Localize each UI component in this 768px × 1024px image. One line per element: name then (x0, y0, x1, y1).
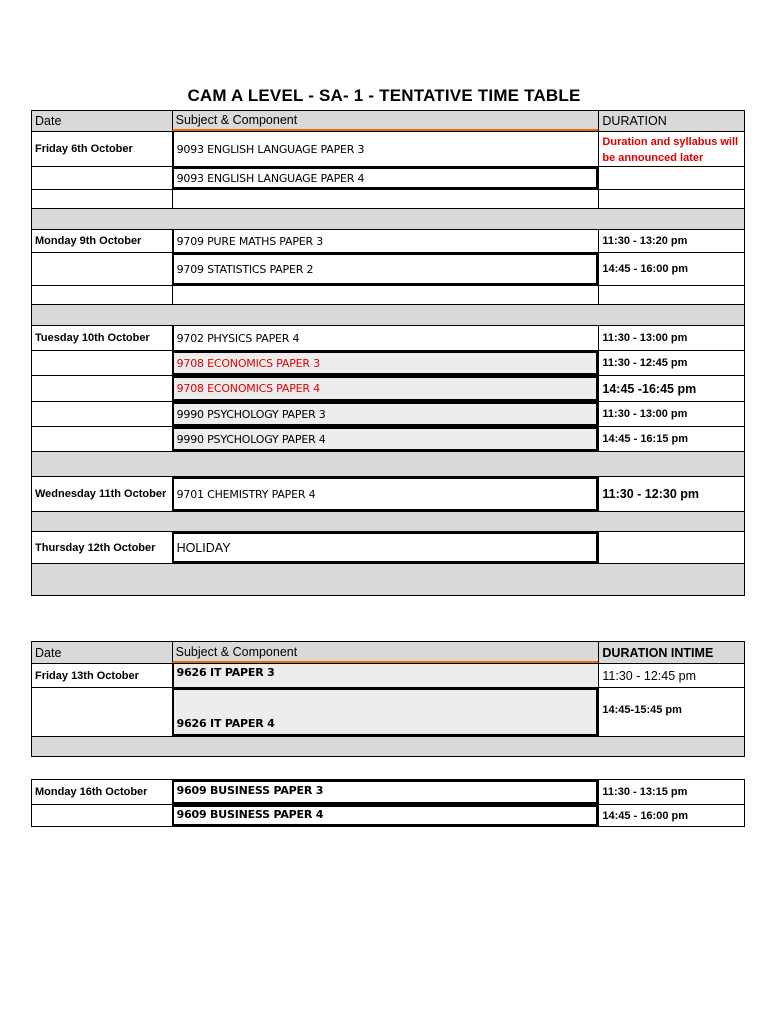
exam-duration: Duration and syllabus will be announced later (598, 132, 744, 166)
exam-date (32, 167, 172, 189)
exam-subject: 9626 IT PAPER 4 (172, 688, 599, 736)
exam-subject: 9701 CHEMISTRY PAPER 4 (172, 477, 599, 511)
table-header (31, 110, 745, 131)
exam-subject: 9990 PSYCHOLOGY PAPER 3 (172, 402, 599, 426)
table-header (31, 641, 745, 663)
table-row (31, 426, 745, 451)
empty-cell (598, 190, 744, 208)
table-row (31, 325, 745, 350)
table-row (31, 663, 745, 687)
exam-date: Friday 13th October (35, 669, 139, 682)
exam-duration: 14:45 - 16:15 pm (598, 427, 744, 451)
exam-date (32, 402, 172, 426)
exam-duration: 11:30 - 12:45 pm (598, 351, 744, 375)
empty-cell (32, 286, 172, 304)
table-row (31, 189, 745, 208)
day-separator (31, 736, 745, 757)
exam-date: Monday 16th October (35, 786, 148, 798)
exam-duration: 11:30 - 13:15 pm (598, 780, 744, 804)
exam-duration: 14:45 - 16:00 pm (598, 805, 744, 826)
day-separator (31, 451, 745, 476)
day-separator (31, 304, 745, 325)
exam-subject: 9093 ENGLISH LANGUAGE PAPER 4 (172, 167, 599, 189)
exam-duration: 14:45 -16:45 pm (598, 376, 744, 401)
exam-subject: HOLIDAY (172, 532, 599, 563)
day-separator (31, 563, 745, 596)
exam-subject: 9708 ECONOMICS PAPER 3 (172, 351, 599, 375)
exam-duration: 11:30 - 12:30 pm (598, 477, 744, 511)
exam-date (32, 253, 172, 285)
exam-date (32, 427, 172, 451)
exam-date: Tuesday 10th October (35, 332, 150, 344)
header-duration: DURATION INTIME (598, 642, 744, 663)
exam-date: Wednesday 11th October (35, 488, 167, 500)
exam-subject: 9709 STATISTICS PAPER 2 (172, 253, 599, 285)
exam-date: Monday 9th October (35, 235, 142, 247)
exam-date: Thursday 12th October (35, 541, 156, 554)
day-separator (31, 208, 745, 229)
table-row (31, 252, 745, 285)
exam-date (32, 351, 172, 375)
table-row (31, 131, 745, 166)
table-row (31, 804, 745, 827)
exam-duration: 11:30 - 12:45 pm (598, 664, 744, 687)
exam-duration: 11:30 - 13:20 pm (598, 230, 744, 252)
table-row (31, 350, 745, 375)
page-title: CAM A LEVEL - SA- 1 - TENTATIVE TIME TABLE (187, 86, 581, 105)
table-row (31, 779, 745, 804)
empty-cell (32, 190, 172, 208)
table-row (31, 687, 745, 736)
exam-date (32, 376, 172, 401)
table-row (31, 476, 745, 511)
table-row (31, 375, 745, 401)
exam-subject: 9702 PHYSICS PAPER 4 (172, 326, 599, 350)
empty-cell (172, 286, 599, 304)
exam-subject: 9609 BUSINESS PAPER 4 (172, 805, 599, 826)
header-duration: DURATION (598, 111, 744, 131)
header-date: Date (35, 114, 62, 128)
exam-date: Friday 6th October (35, 143, 133, 155)
table-row (31, 229, 745, 252)
empty-cell (172, 190, 599, 208)
exam-subject: 9609 BUSINESS PAPER 3 (172, 780, 599, 804)
exam-subject: 9708 ECONOMICS PAPER 4 (172, 376, 599, 401)
exam-subject: 9093 ENGLISH LANGUAGE PAPER 3 (172, 132, 599, 166)
table-row (31, 401, 745, 426)
header-date: Date (35, 645, 62, 660)
exam-duration: 14:45 - 16:00 pm (598, 253, 744, 285)
exam-duration (598, 532, 744, 563)
table-row (31, 285, 745, 304)
exam-duration: 11:30 - 13:00 pm (598, 402, 744, 426)
exam-date (32, 805, 172, 826)
exam-subject: 9990 PSYCHOLOGY PAPER 4 (172, 427, 599, 451)
table-row (31, 531, 745, 563)
table-row (31, 166, 745, 189)
exam-subject: 9709 PURE MATHS PAPER 3 (172, 230, 599, 252)
exam-duration: 11:30 - 13:00 pm (598, 326, 744, 350)
exam-duration (598, 167, 744, 189)
exam-subject: 9626 IT PAPER 3 (172, 664, 599, 687)
exam-date (32, 688, 172, 736)
empty-cell (598, 286, 744, 304)
day-separator (31, 511, 745, 531)
header-subject: Subject & Component (172, 642, 599, 663)
header-subject: Subject & Component (172, 111, 599, 131)
exam-duration: 14:45-15:45 pm (598, 688, 744, 736)
